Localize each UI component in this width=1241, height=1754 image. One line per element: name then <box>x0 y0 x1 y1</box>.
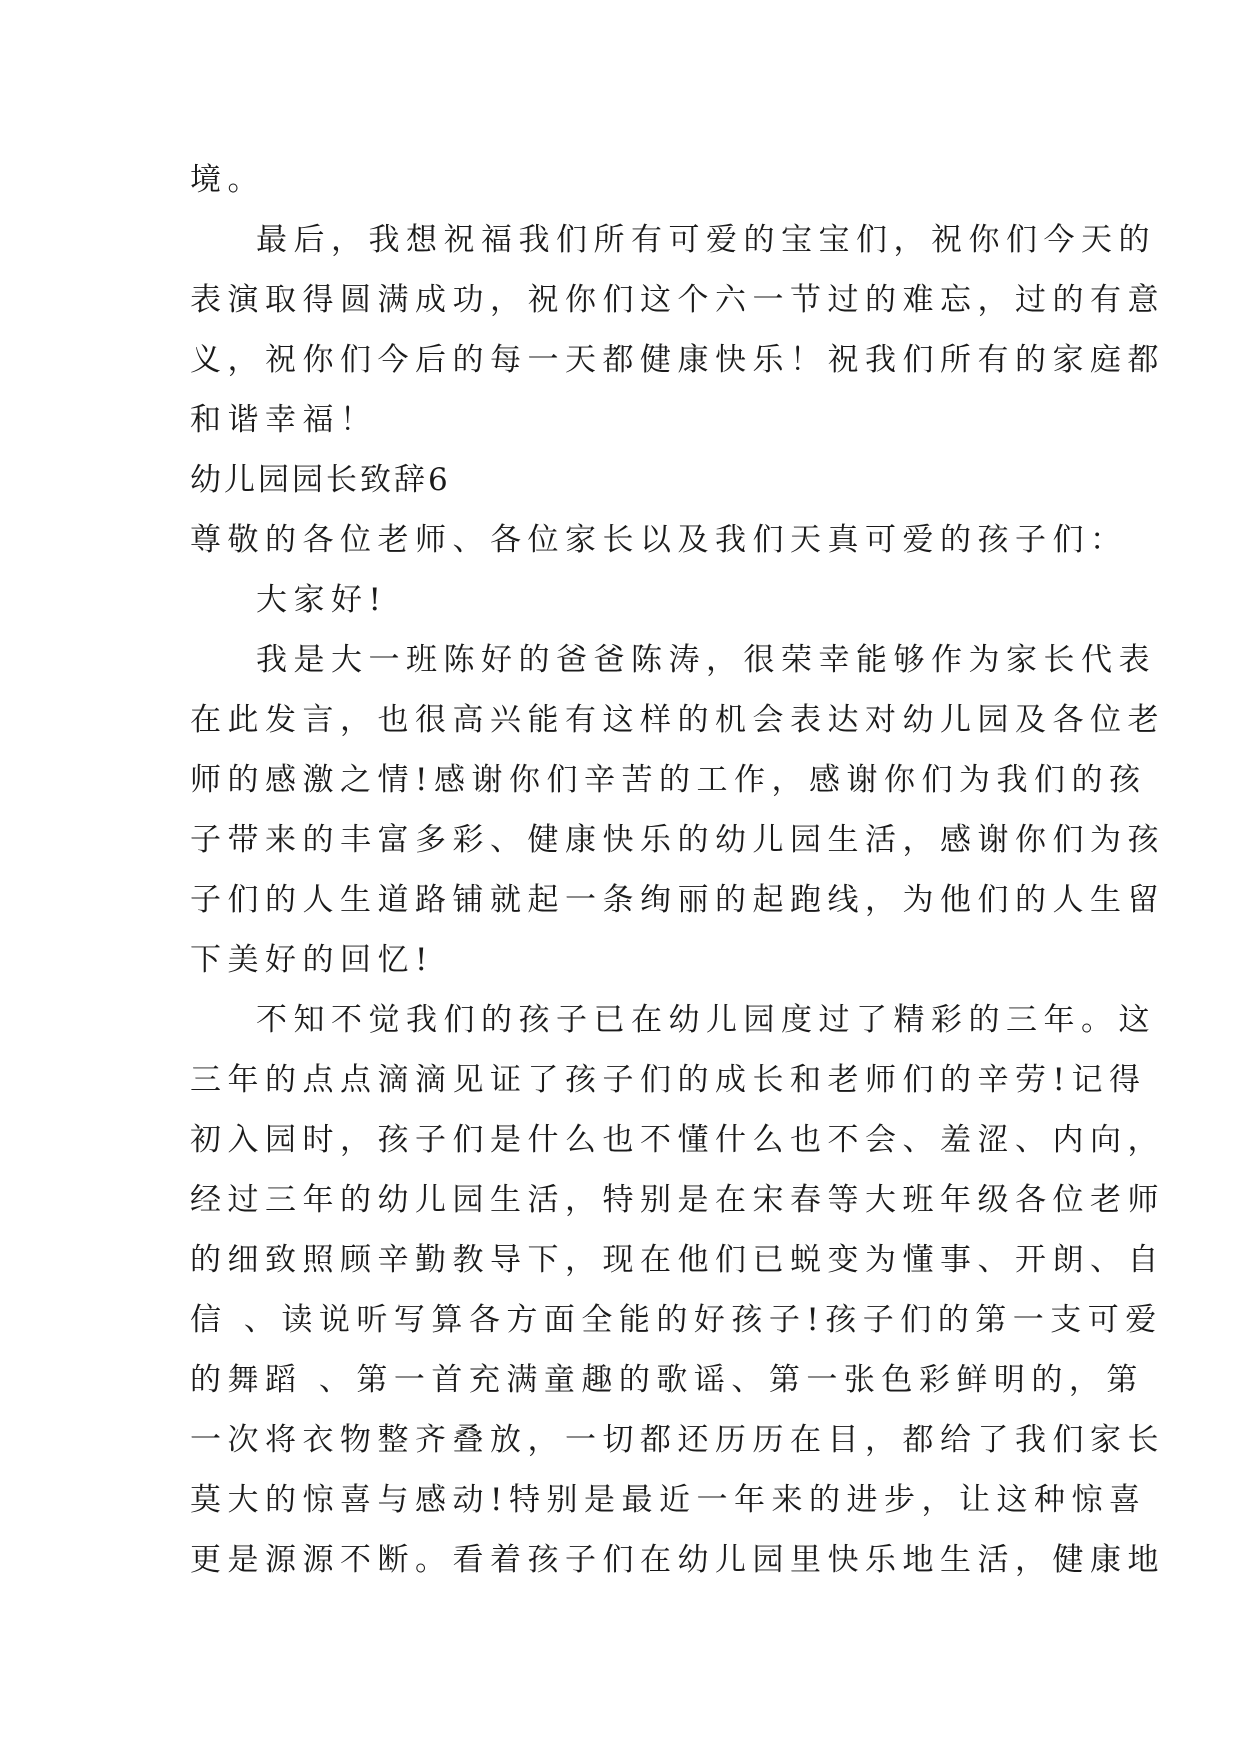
text-line: 师的感激之情!感谢你们辛苦的工作，感谢你们为我们的孩 <box>190 762 1147 798</box>
text-line: 和谐幸福！ <box>190 402 378 438</box>
text-line: 表演取得圆满成功，祝你们这个六一节过的难忘，过的有意 <box>190 282 1165 318</box>
text-line: 境。 <box>190 162 265 198</box>
section-heading: 幼儿园园长致辞6 <box>190 462 451 498</box>
text-line: 更是源源不断。看着孩子们在幼儿园里快乐地生活，健康地 <box>190 1542 1165 1578</box>
text-line: 子们的人生道路铺就起一条绚丽的起跑线，为他们的人生留 <box>190 882 1165 918</box>
text-line: 的细致照顾辛勤教导下，现在他们已蜕变为懂事、开朗、自 <box>190 1242 1165 1278</box>
text-line: 经过三年的幼儿园生活，特别是在宋春等大班年级各位老师 <box>190 1182 1165 1218</box>
text-line: 不知不觉我们的孩子已在幼儿园度过了精彩的三年。这 <box>256 1002 1156 1038</box>
text-line: 下美好的回忆! <box>190 942 434 978</box>
salutation: 尊敬的各位老师、各位家长以及我们天真可爱的孩子们： <box>190 522 1128 558</box>
text-line: 初入园时，孩子们是什么也不懂什么也不会、羞涩、内向， <box>190 1122 1165 1158</box>
text-line: 三年的点点滴滴见证了孩子们的成长和老师们的辛劳!记得 <box>190 1062 1147 1098</box>
text-line: 义，祝你们今后的每一天都健康快乐！祝我们所有的家庭都 <box>190 342 1165 378</box>
text-line: 最后，我想祝福我们所有可爱的宝宝们，祝你们今天的 <box>256 222 1156 258</box>
text-line: 子带来的丰富多彩、健康快乐的幼儿园生活，感谢你们为孩 <box>190 822 1165 858</box>
text-line: 的舞蹈 、第一首充满童趣的歌谣、第一张色彩鲜明的，第 <box>190 1362 1144 1398</box>
text-line: 我是大一班陈好的爸爸陈涛，很荣幸能够作为家长代表 <box>256 642 1156 678</box>
document-body <box>190 150 1165 1590</box>
text-line: 莫大的惊喜与感动!特别是最近一年来的进步，让这种惊喜 <box>190 1482 1147 1518</box>
greeting: 大家好! <box>256 582 388 618</box>
text-line: 在此发言，也很高兴能有这样的机会表达对幼儿园及各位老 <box>190 702 1165 738</box>
text-line: 一次将衣物整齐叠放，一切都还历历在目，都给了我们家长 <box>190 1422 1165 1458</box>
text-line: 信 、读说听写算各方面全能的好孩子!孩子们的第一支可爱 <box>190 1302 1163 1338</box>
